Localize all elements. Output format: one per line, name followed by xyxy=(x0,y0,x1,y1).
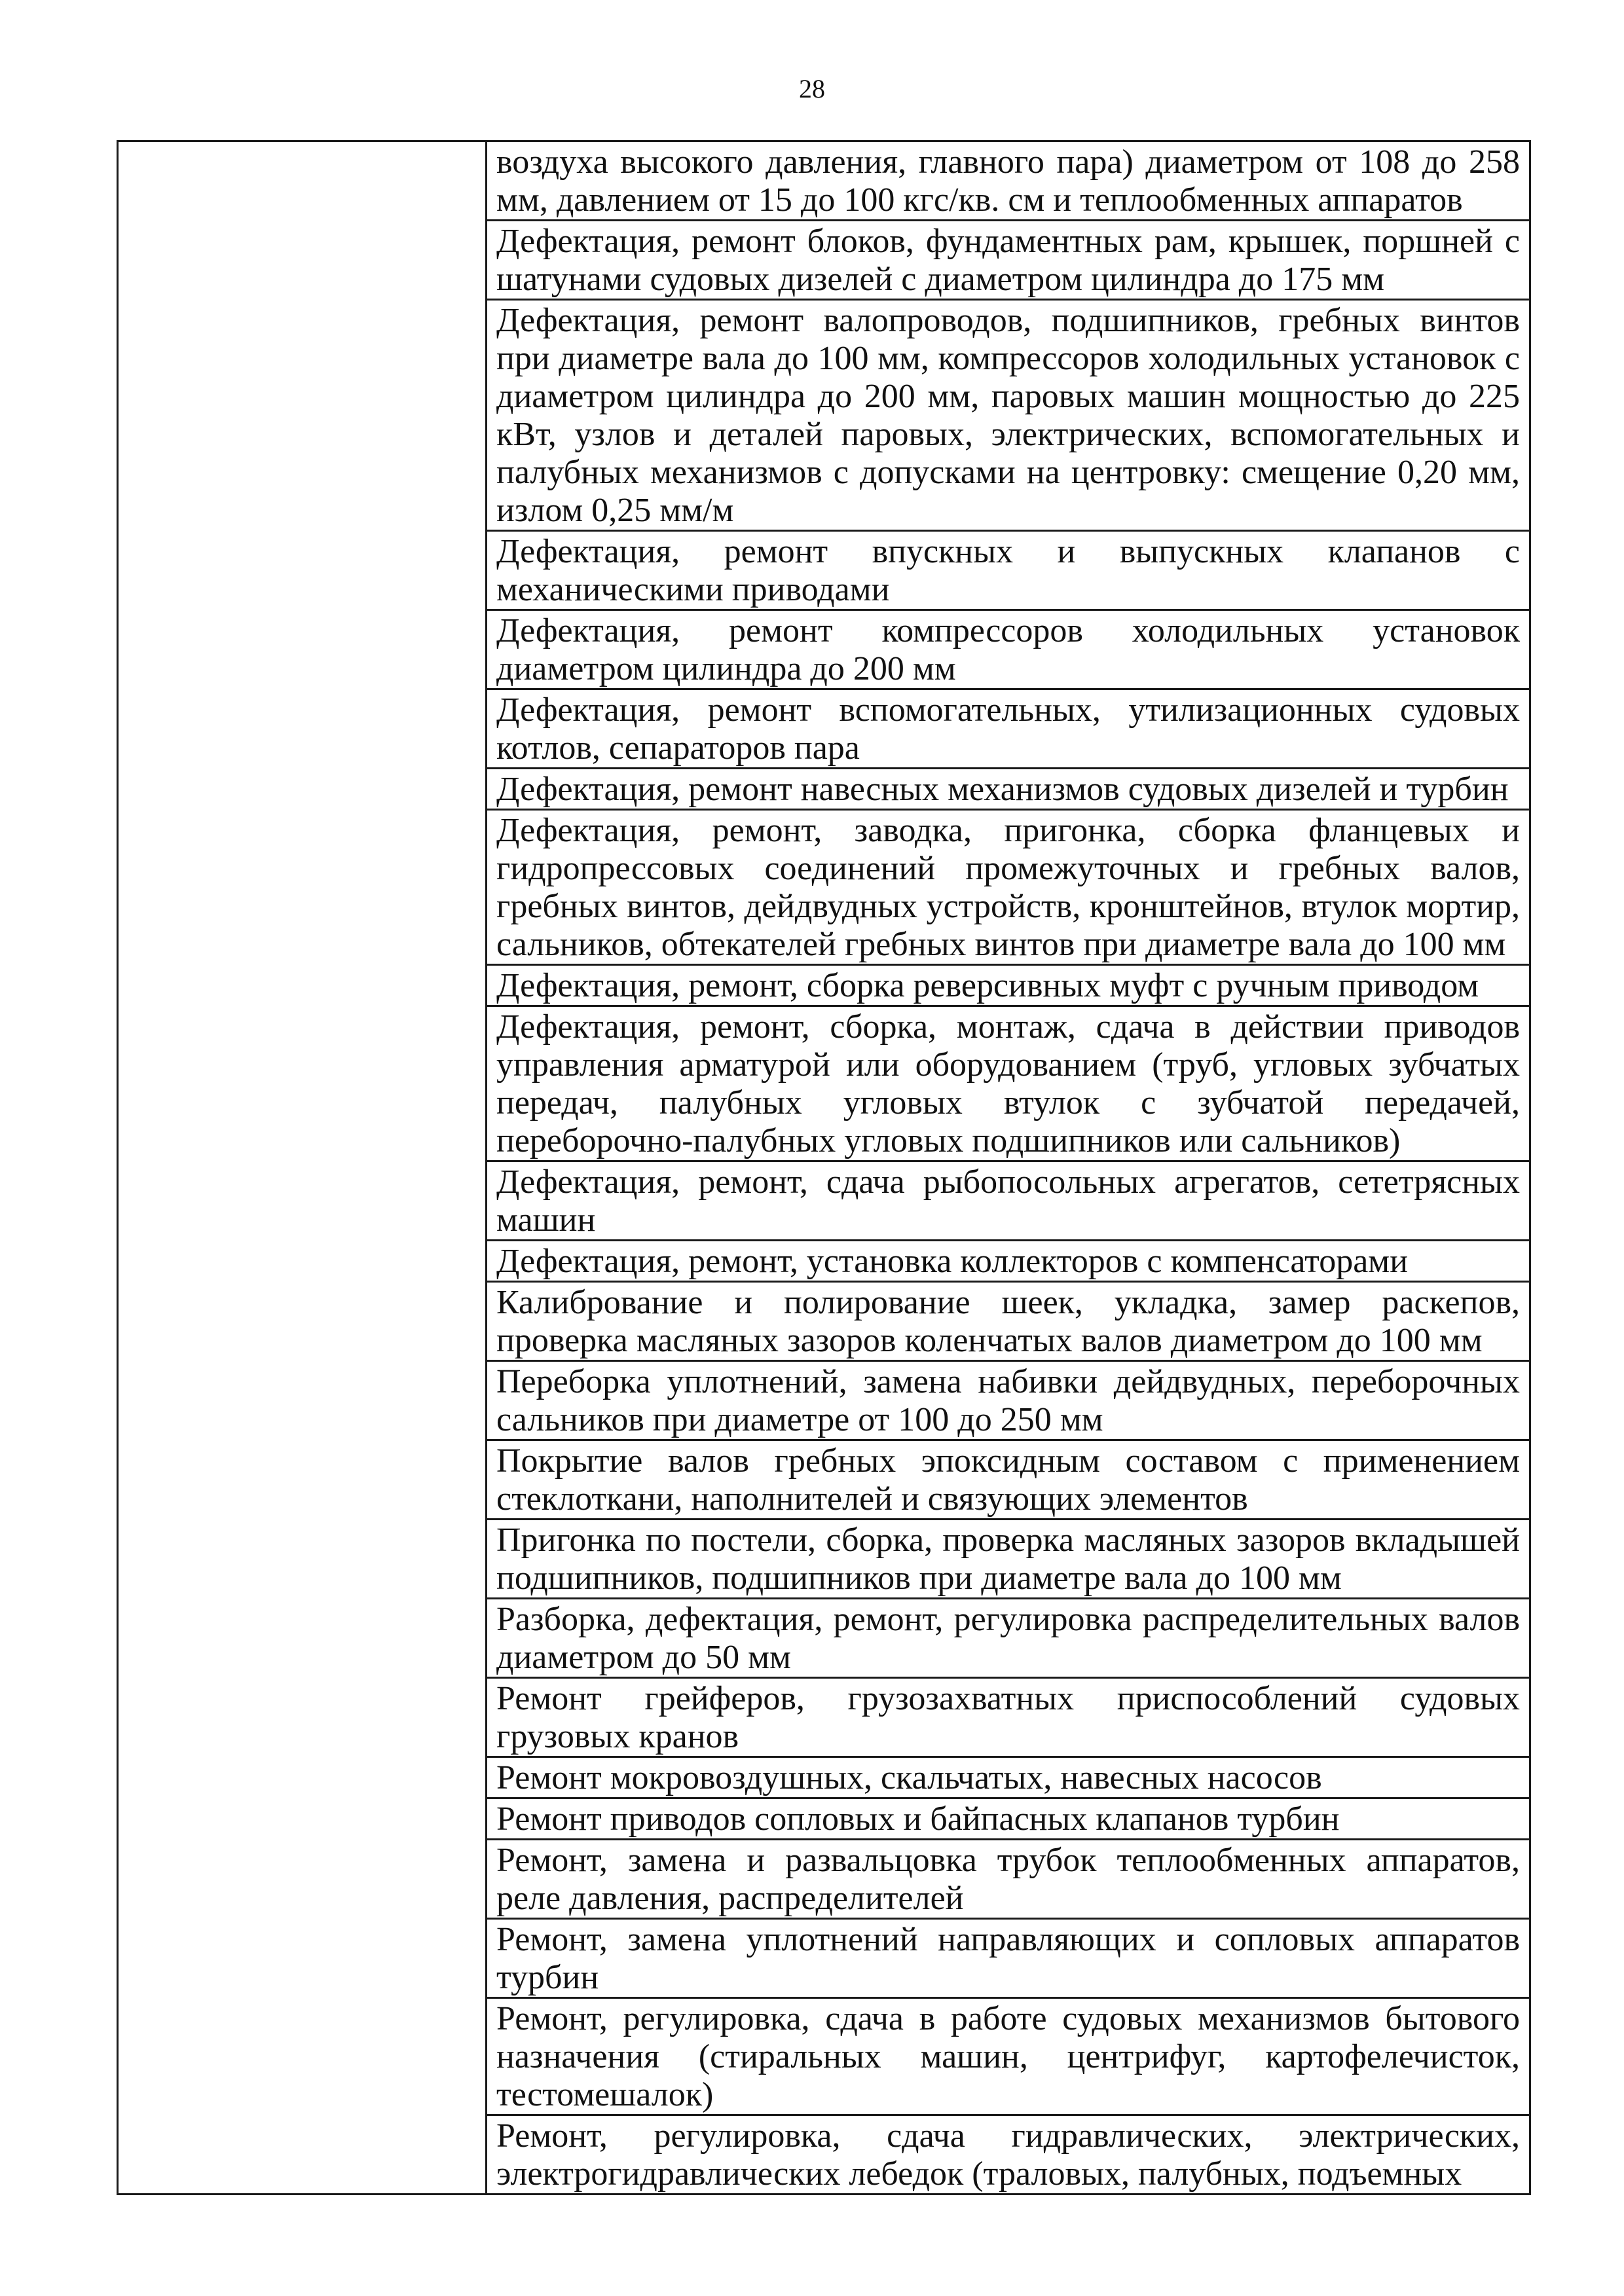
table-cell: Дефектация, ремонт, заводка, пригонка, сборка фланцевых и гидропрессовых соединений промежуточных и гребных валов, гребных винтов, дейдвудных устройств, кронштейнов, втулок мортир, сальников, обтекателей гребных винтов при диаметре вала до 100 мм xyxy=(487,810,1530,965)
table-cell: Дефектация, ремонт вспомогательных, утилизационных судовых котлов, сепараторов пара xyxy=(487,689,1530,769)
table-cell: Покрытие валов гребных эпоксидным составом с применением стеклоткани, наполнителей и связующих элементов xyxy=(487,1440,1530,1520)
table-cell: Ремонт грейферов, грузозахватных приспособлений судовых грузовых кранов xyxy=(487,1678,1530,1757)
table-cell: Ремонт, замена и развальцовка трубок теплообменных аппаратов, реле давления, распределителей xyxy=(487,1840,1530,1919)
table-cell: Пригонка по постели, сборка, проверка масляных зазоров вкладышей подшипников, подшипников при диаметре вала до 100 мм xyxy=(487,1520,1530,1599)
table-cell: Калибрование и полирование шеек, укладка, замер раскепов, проверка масляных зазоров коленчатых валов диаметром до 100 мм xyxy=(487,1282,1530,1361)
page-number: 28 xyxy=(799,74,825,103)
table-cell: Дефектация, ремонт, сдача рыбопосольных агрегатов, сететрясных машин xyxy=(487,1161,1530,1241)
table-cell: Ремонт, регулировка, сдача гидравлических, электрических, электрогидравлических лебедок (траловых, палубных, подъемных xyxy=(487,2115,1530,2195)
table-cell: Ремонт приводов сопловых и байпасных клапанов турбин xyxy=(487,1798,1530,1840)
table-cell: Разборка, дефектация, ремонт, регулировка распределительных валов диаметром до 50 мм xyxy=(487,1599,1530,1678)
table-cell: Ремонт, замена уплотнений направляющих и сопловых аппаратов турбин xyxy=(487,1919,1530,1998)
table-cell: Дефектация, ремонт валопроводов, подшипников, гребных винтов при диаметре вала до 100 мм, компрессоров холодильных установок с диаметром цилиндра до 200 мм, паровых машин мощностью до 225 кВт, узлов и деталей паровых, электрических, вспомогательных и палубных механизмов с допусками на центровку: смещение 0,20 мм, излом 0,25 мм/м xyxy=(487,300,1530,531)
table-cell: Дефектация, ремонт, сборка, монтаж, сдача в действии приводов управления арматурой или оборудованием (труб, угловых зубчатых передач, палубных угловых втулок с зубчатой передачей, переборочно-палубных угловых подшипников или сальников) xyxy=(487,1006,1530,1161)
table-cell: Дефектация, ремонт впускных и выпускных клапанов с механическими приводами xyxy=(487,531,1530,610)
table-cell: воздуха высокого давления, главного пара) диаметром от 108 до 258 мм, давлением от 15 до 100 кгс/кв. см и теплообменных аппаратов xyxy=(487,141,1530,221)
table-cell: Ремонт мокровоздушных, скальчатых, навесных насосов xyxy=(487,1757,1530,1798)
table-cell: Ремонт, регулировка, сдача в работе судовых механизмов бытового назначения (стиральных машин, центрифуг, картофелечисток, тестомешалок) xyxy=(487,1998,1530,2115)
table-cell: Дефектация, ремонт компрессоров холодильных установок диаметром цилиндра до 200 мм xyxy=(487,610,1530,689)
table-cell: Дефектация, ремонт навесных механизмов судовых дизелей и турбин xyxy=(487,769,1530,810)
work-list-table xyxy=(117,140,1531,2195)
left-column-cell xyxy=(118,141,487,2195)
table-cell: Дефектация, ремонт, сборка реверсивных муфт с ручным приводом xyxy=(487,965,1530,1006)
table-cell: Дефектация, ремонт блоков, фундаментных рам, крышек, поршней с шатунами судовых дизелей с диаметром цилиндра до 175 мм xyxy=(487,221,1530,300)
table-row xyxy=(118,141,1530,221)
table-cell: Дефектация, ремонт, установка коллекторов с компенсаторами xyxy=(487,1241,1530,1282)
table-cell: Переборка уплотнений, замена набивки дейдвудных, переборочных сальников при диаметре от 100 до 250 мм xyxy=(487,1361,1530,1440)
